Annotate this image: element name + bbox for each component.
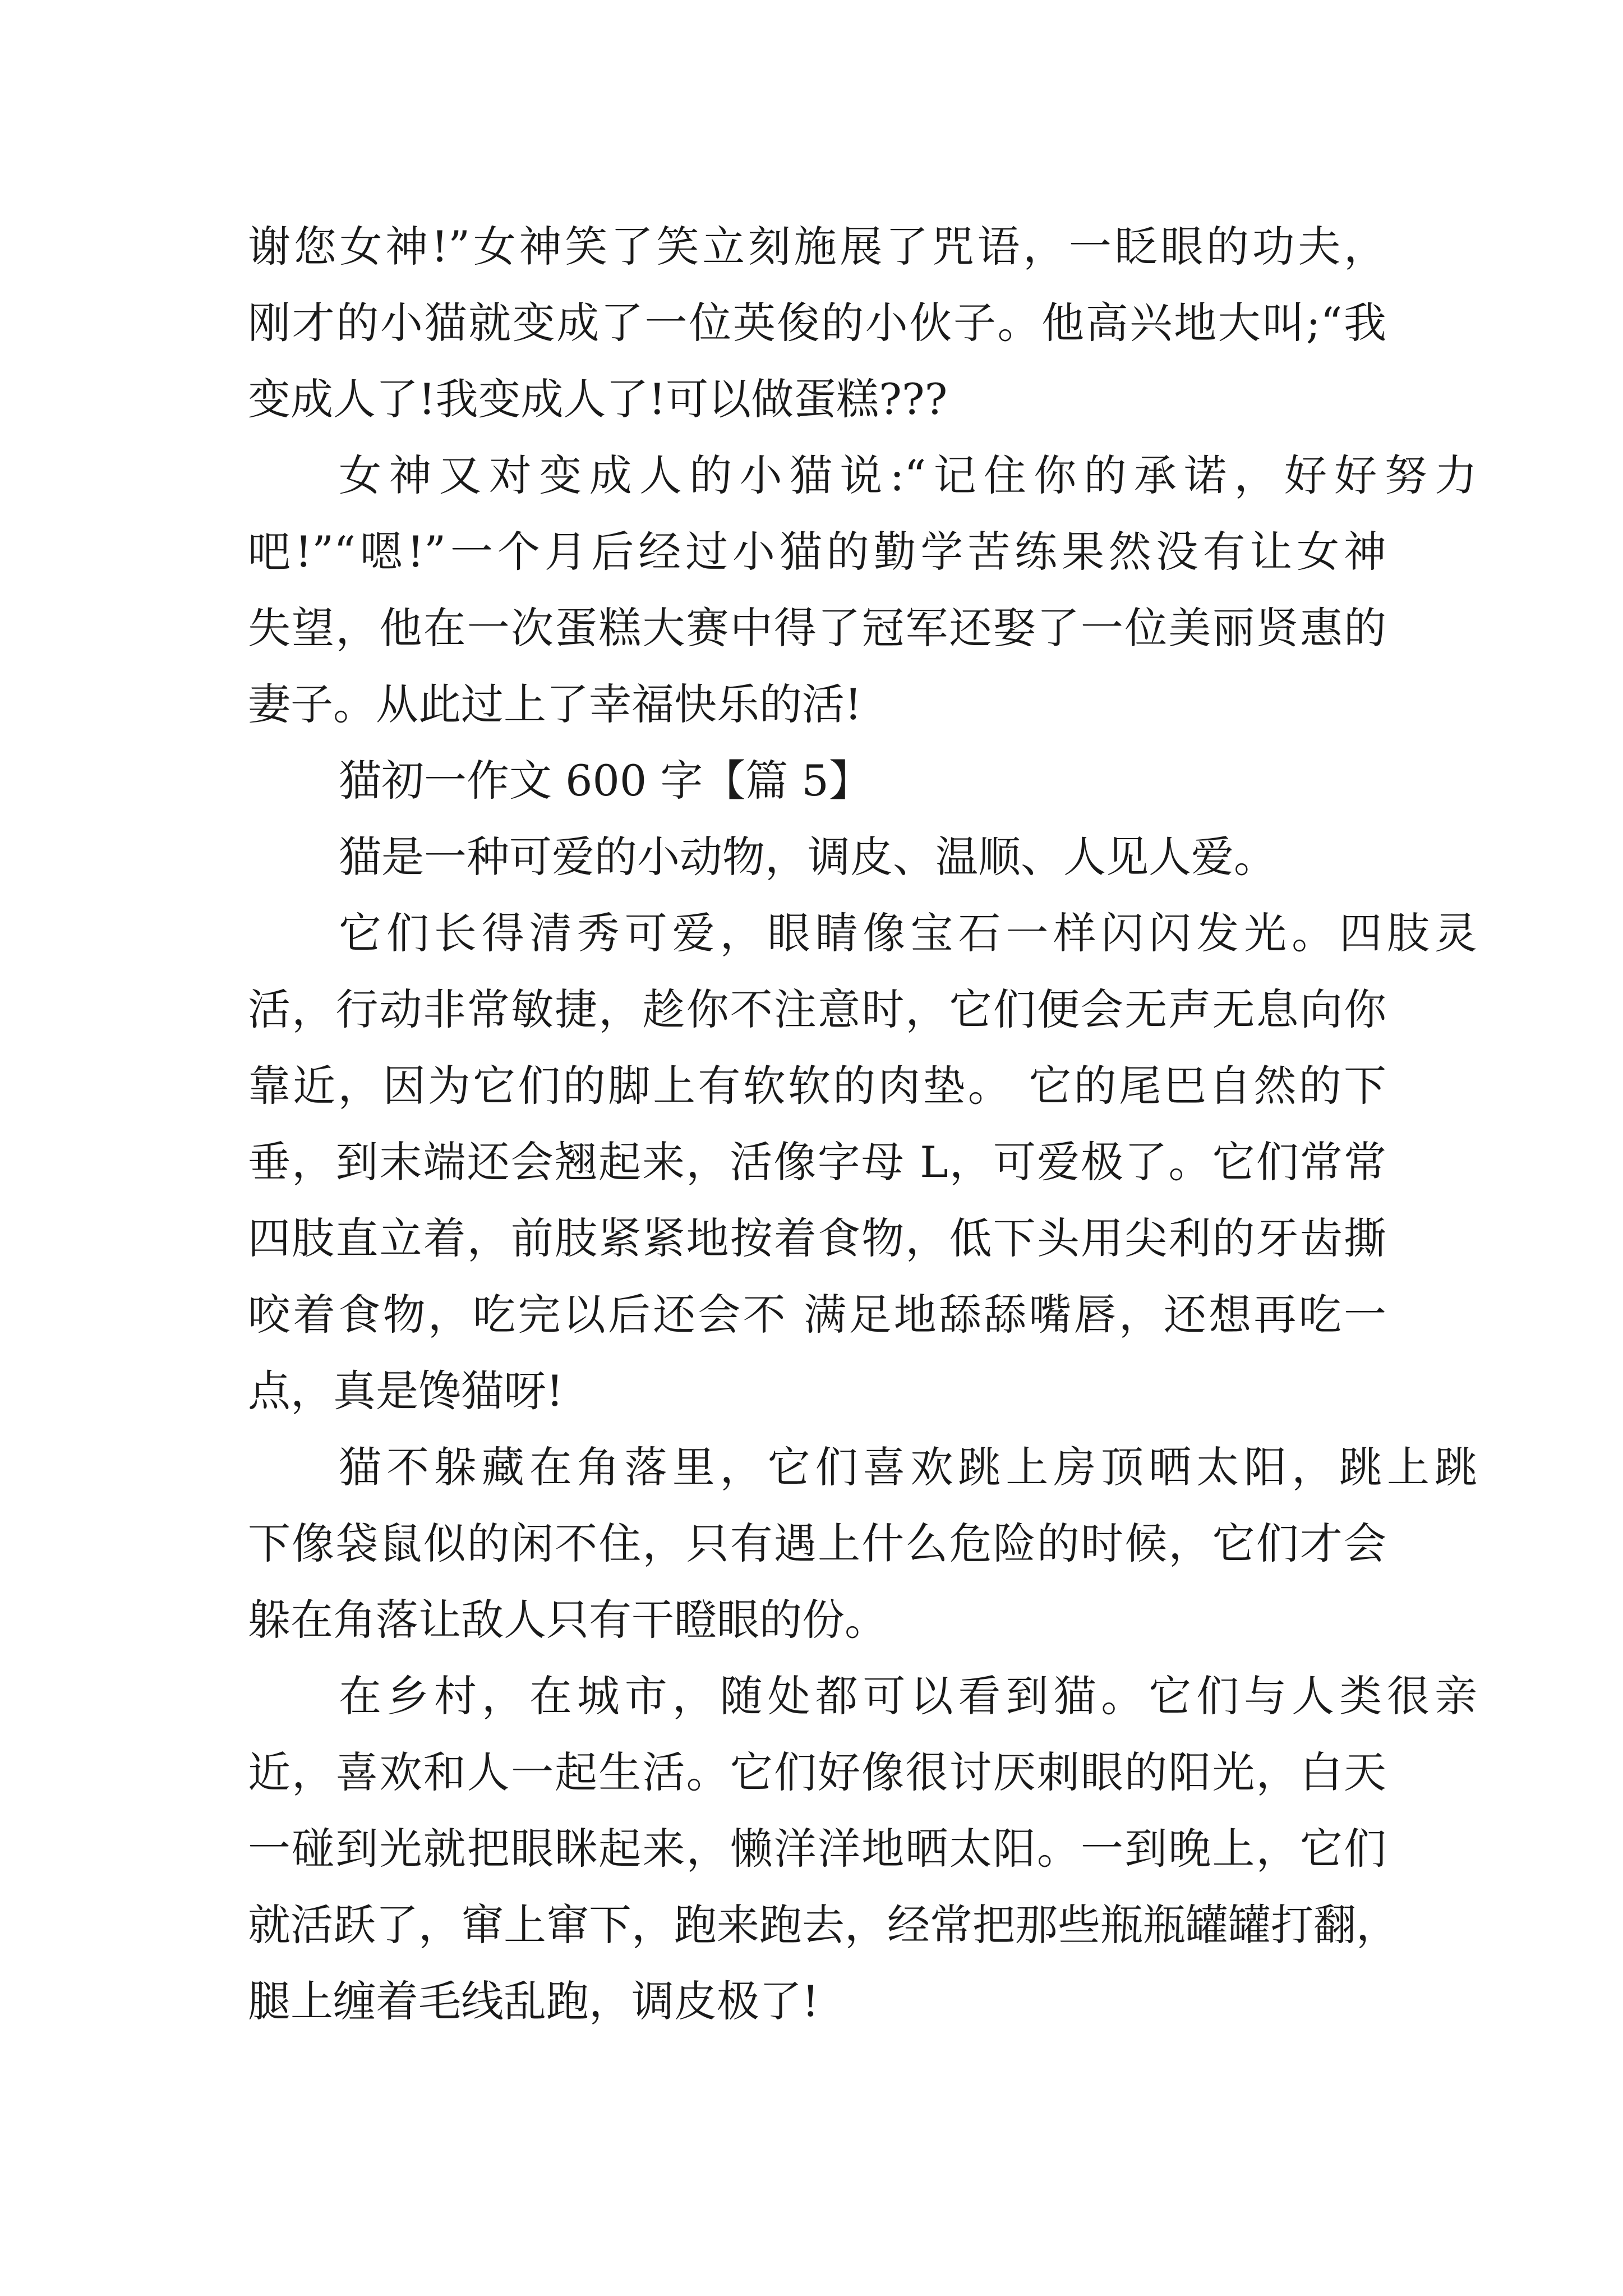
- text-line: 腿上缠着毛线乱跑，调皮极了!: [248, 1976, 819, 2026]
- text-line: 下像袋鼠似的闲不住，只有遇上什么危险的时候，它们才会: [248, 1519, 1386, 1568]
- paragraph-first-line: 它们长得清秀可爱，眼睛像宝石一样闪闪发光。四肢灵: [339, 908, 1477, 958]
- section-heading: 猫初一作文 600 字【篇 5】: [339, 756, 872, 806]
- text-line: 点，真是馋猫呀!: [248, 1366, 564, 1416]
- text-line: 四肢直立着，前肢紧紧地按着食物，低下头用尖利的牙齿撕: [248, 1213, 1386, 1263]
- paragraph-first-line: 猫不躲藏在角落里，它们喜欢跳上房顶晒太阳，跳上跳: [339, 1442, 1477, 1492]
- text-line: 失望，他在一次蛋糕大赛中得了冠军还娶了一位美丽贤惠的: [248, 603, 1386, 653]
- text-line: 妻子。从此过上了幸福快乐的活!: [248, 679, 862, 729]
- text-line: 垂，到末端还会翘起来，活像字母 L，可爱极了。它们常常: [248, 1137, 1386, 1187]
- text-line: 刚才的小猫就变成了一位英俊的小伙子。他高兴地大叫;“我: [248, 298, 1386, 348]
- text-line: 近，喜欢和人一起生活。它们好像很讨厌刺眼的阳光，白天: [248, 1747, 1386, 1797]
- paragraph-first-line: 猫是一种可爱的小动物，调皮、温顺、人见人爱。: [339, 832, 1276, 882]
- paragraph-first-line: 女神又对变成人的小猫说:“记住你的承诺，好好努力: [339, 450, 1477, 500]
- text-line: 谢您女神!”女神笑了笑立刻施展了咒语，一眨眼的功夫，: [248, 222, 1386, 272]
- text-line: 躲在角落让敌人只有干瞪眼的份。: [248, 1595, 887, 1645]
- text-line: 活，行动非常敏捷，趁你不注意时，它们便会无声无息向你: [248, 984, 1386, 1034]
- text-line: 吧!”“嗯!”一个月后经过小猫的勤学苦练果然没有让女神: [248, 527, 1386, 577]
- text-line: 变成人了!我变成人了!可以做蛋糕???: [248, 374, 948, 424]
- text-line: 咬着食物，吃完以后还会不 满足地舔舔嘴唇，还想再吃一: [248, 1290, 1386, 1340]
- text-line: 就活跃了，窜上窜下，跑来跑去，经常把那些瓶瓶罐罐打翻，: [248, 1900, 1399, 1950]
- text-line: 一碰到光就把眼眯起来，懒洋洋地晒太阳。一到晚上，它们: [248, 1824, 1386, 1874]
- text-line: 靠近，因为它们的脚上有软软的肉垫。 它的尾巴自然的下: [248, 1061, 1386, 1111]
- paragraph-first-line: 在乡村，在城市，随处都可以看到猫。它们与人类很亲: [339, 1671, 1477, 1721]
